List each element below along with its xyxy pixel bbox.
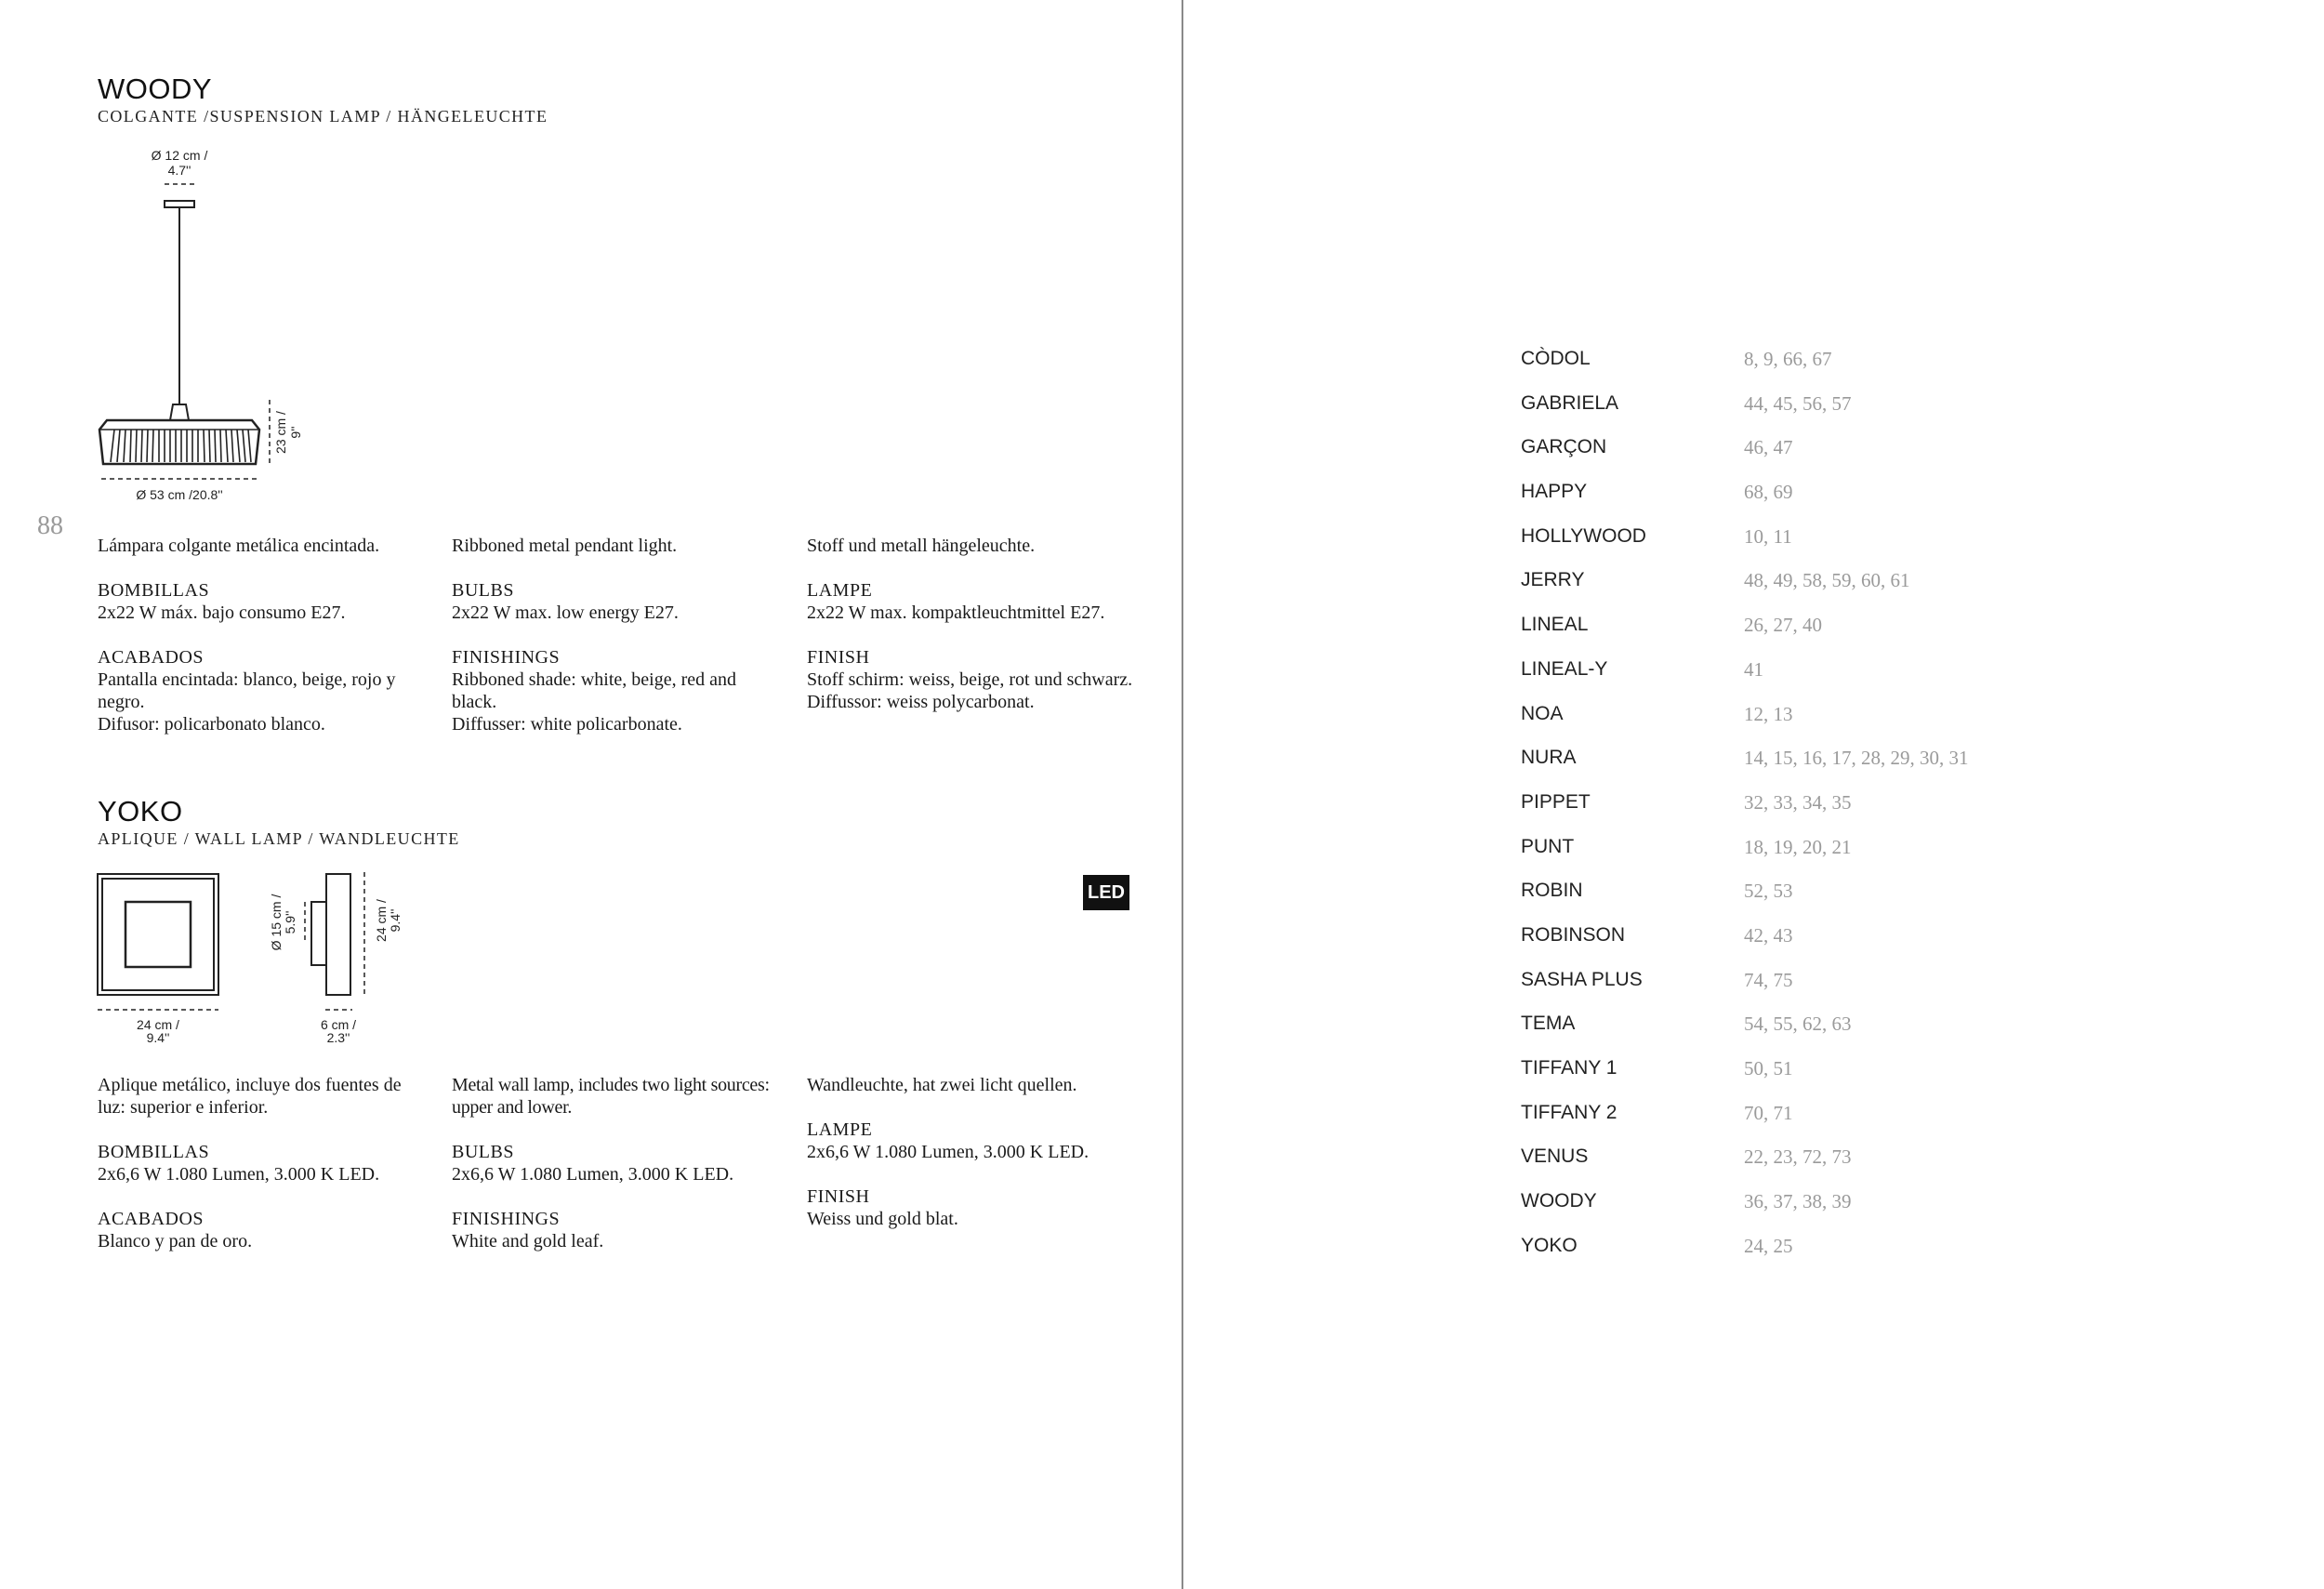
index-name: ROBINSON xyxy=(1521,923,1626,946)
index-name: CÒDOL xyxy=(1521,348,1591,369)
index-pages: 52, 53 xyxy=(1744,880,1793,903)
yoko-dim-side-w-a: 6 cm / xyxy=(320,1017,357,1032)
index-row[interactable] xyxy=(1521,614,2079,658)
index-name: TEMA xyxy=(1521,1013,1576,1035)
woody-spec-de xyxy=(807,535,1160,713)
yoko-es-bulbs: 2x6,6 W 1.080 Lumen, 3.000 K LED. xyxy=(98,1164,380,1185)
index-row[interactable] xyxy=(1521,569,2079,614)
index-row[interactable] xyxy=(1521,1145,2079,1190)
index-name: HAPPY xyxy=(1521,481,1588,503)
woody-dim-top-b: 4.7'' xyxy=(167,163,191,178)
index-row[interactable] xyxy=(1521,880,2079,924)
yoko-wall-lamp-drawing xyxy=(88,865,423,1060)
yoko-es-bulbs-head: BOMBILLAS xyxy=(98,1142,210,1162)
yoko-en-bulbs-head: BULBS xyxy=(452,1142,514,1162)
index-pages: 8, 9, 66, 67 xyxy=(1744,348,1832,370)
yoko-en-desc: Metal wall lamp, includes two light sources: upper and lower. xyxy=(452,1075,770,1118)
index-name: WOODY xyxy=(1521,1190,1597,1212)
woody-dim-top-a: Ø 12 cm / xyxy=(151,148,208,163)
index-pages: 12, 13 xyxy=(1744,702,1793,725)
index-name: JERRY xyxy=(1521,569,1585,591)
index-row[interactable] xyxy=(1521,1102,2079,1146)
index-pages: 74, 75 xyxy=(1744,968,1793,991)
woody-pendant-drawing xyxy=(88,139,330,511)
index-pages: 54, 55, 62, 63 xyxy=(1744,1013,1852,1036)
woody-es-bulbs: 2x22 W máx. bajo consumo E27. xyxy=(98,602,346,623)
index-pages: 10, 11 xyxy=(1744,524,1792,548)
index-row[interactable] xyxy=(1521,348,2079,392)
yoko-spec-en xyxy=(452,1074,786,1252)
yoko-dim-side-h-b: 9.4'' xyxy=(388,908,403,933)
yoko-dim-side-w-b: 2.3'' xyxy=(326,1030,350,1045)
index-pages: 44, 45, 56, 57 xyxy=(1744,391,1852,415)
index-name: GARÇON xyxy=(1521,436,1607,458)
index-row[interactable] xyxy=(1521,969,2079,1013)
index-name: TIFFANY 2 xyxy=(1521,1101,1618,1123)
index-pages: 48, 49, 58, 59, 60, 61 xyxy=(1744,569,1910,592)
index-pages: 46, 47 xyxy=(1744,436,1793,459)
index-name: PUNT xyxy=(1521,835,1575,857)
woody-spec-es xyxy=(98,535,425,735)
index-pages: 36, 37, 38, 39 xyxy=(1744,1190,1852,1213)
index-name: ROBIN xyxy=(1521,880,1583,902)
index-row[interactable] xyxy=(1521,924,2079,969)
index-pages: 26, 27, 40 xyxy=(1744,614,1822,637)
yoko-en-finish-head: FINISHINGS xyxy=(452,1209,561,1229)
yoko-es-desc: Aplique metálico, incluye dos fuentes de luz: superior e inferior. xyxy=(98,1075,402,1118)
index-row[interactable] xyxy=(1521,1013,2079,1057)
yoko-es-finish-head: ACABADOS xyxy=(98,1209,205,1229)
woody-spec-en xyxy=(452,535,779,735)
index-name: LINEAL-Y xyxy=(1521,657,1608,680)
woody-de-bulbs-head: LAMPE xyxy=(807,580,873,601)
yoko-en-finish-1: White and gold leaf. xyxy=(452,1231,604,1251)
index-name: PIPPET xyxy=(1521,790,1591,813)
index-pages: 70, 71 xyxy=(1744,1101,1793,1124)
yoko-spec-de xyxy=(807,1074,1160,1230)
woody-de-finish-1: Stoff schirm: weiss, beige, rot und schwarz. xyxy=(807,669,1133,690)
index-pages: 41 xyxy=(1744,657,1763,681)
index-pages: 22, 23, 72, 73 xyxy=(1744,1145,1852,1169)
yoko-dim-dia-a: Ø 15 cm / xyxy=(269,894,284,951)
yoko-dim-side-h-a: 24 cm / xyxy=(374,899,389,942)
index-row[interactable] xyxy=(1521,1190,2079,1235)
index-pages: 32, 33, 34, 35 xyxy=(1744,790,1852,814)
index-name: HOLLYWOOD xyxy=(1521,524,1646,547)
index-row[interactable] xyxy=(1521,791,2079,836)
index-row[interactable] xyxy=(1521,1057,2079,1102)
woody-dim-height-a: 23 cm / xyxy=(273,411,288,454)
woody-es-finish-1: Pantalla encintada: blanco, beige, rojo y negro. xyxy=(98,669,396,712)
yoko-es-finish-1: Blanco y pan de oro. xyxy=(98,1231,253,1251)
index-name: YOKO xyxy=(1521,1234,1578,1256)
index-row[interactable] xyxy=(1521,481,2079,525)
index-name: NOA xyxy=(1521,702,1564,724)
yoko-de-bulbs: 2x6,6 W 1.080 Lumen, 3.000 K LED. xyxy=(807,1142,1089,1162)
woody-en-finish-head: FINISHINGS xyxy=(452,647,561,668)
index-pages: 68, 69 xyxy=(1744,481,1793,504)
index-row[interactable] xyxy=(1521,747,2079,791)
page-divider xyxy=(1182,0,1183,1589)
woody-en-bulbs: 2x22 W max. low energy E27. xyxy=(452,602,679,623)
index-name: TIFFANY 1 xyxy=(1521,1057,1618,1079)
woody-es-finish-2: Difusor: policarbonato blanco. xyxy=(98,714,325,735)
woody-en-finish-1: Ribboned shade: white, beige, red and black. xyxy=(452,669,737,712)
yoko-de-finish-head: FINISH xyxy=(807,1186,870,1207)
index-pages: 24, 25 xyxy=(1744,1234,1793,1257)
yoko-en-bulbs: 2x6,6 W 1.080 Lumen, 3.000 K LED. xyxy=(452,1164,734,1185)
yoko-dim-front-b: 9.4'' xyxy=(146,1030,170,1045)
woody-es-finish-head: ACABADOS xyxy=(98,647,205,668)
woody-en-desc: Ribboned metal pendant light. xyxy=(452,536,678,556)
woody-subtitle: COLGANTE /SUSPENSION LAMP / HÄNGELEUCHTE xyxy=(98,107,548,126)
woody-es-bulbs-head: BOMBILLAS xyxy=(98,580,210,601)
woody-de-finish-2: Diffussor: weiss polycarbonat. xyxy=(807,692,1035,712)
yoko-dim-front-a: 24 cm / xyxy=(137,1017,179,1032)
yoko-dim-dia-b: 5.9'' xyxy=(283,910,297,934)
product-index xyxy=(1521,348,2079,1278)
woody-de-bulbs: 2x22 W max. kompaktleuchtmittel E27. xyxy=(807,602,1105,623)
index-name: LINEAL xyxy=(1521,614,1589,636)
woody-de-finish-head: FINISH xyxy=(807,647,870,668)
index-pages: 50, 51 xyxy=(1744,1057,1793,1079)
woody-es-desc: Lámpara colgante metálica encintada. xyxy=(98,536,380,556)
yoko-de-bulbs-head: LAMPE xyxy=(807,1119,873,1140)
woody-title: WOODY xyxy=(98,73,213,105)
index-name: NURA xyxy=(1521,747,1577,769)
woody-en-bulbs-head: BULBS xyxy=(452,580,514,601)
index-pages: 14, 15, 16, 17, 28, 29, 30, 31 xyxy=(1744,747,1969,770)
index-row[interactable] xyxy=(1521,436,2079,481)
yoko-de-finish-1: Weiss und gold blat. xyxy=(807,1209,958,1229)
woody-de-desc: Stoff und metall hängeleuchte. xyxy=(807,536,1036,556)
index-row[interactable] xyxy=(1521,836,2079,881)
yoko-spec-es xyxy=(98,1074,425,1252)
index-row[interactable] xyxy=(1521,1235,2079,1279)
woody-en-finish-2: Diffusser: white policarbonate. xyxy=(452,714,682,735)
index-name: GABRIELA xyxy=(1521,391,1619,414)
yoko-subtitle: APLIQUE / WALL LAMP / WANDLEUCHTE xyxy=(98,829,460,848)
woody-dim-bottom: Ø 53 cm /20.8'' xyxy=(136,487,223,502)
index-pages: 18, 19, 20, 21 xyxy=(1744,835,1852,858)
index-pages: 42, 43 xyxy=(1744,923,1793,947)
index-row[interactable] xyxy=(1521,392,2079,437)
yoko-title: YOKO xyxy=(98,795,183,828)
index-row[interactable] xyxy=(1521,525,2079,570)
index-name: VENUS xyxy=(1521,1145,1589,1168)
led-badge: LED xyxy=(1083,875,1129,910)
index-name: SASHA PLUS xyxy=(1521,968,1643,990)
woody-dim-height-b: 9'' xyxy=(288,426,303,439)
index-row[interactable] xyxy=(1521,658,2079,703)
index-row[interactable] xyxy=(1521,703,2079,748)
page-number: 88 xyxy=(37,511,63,540)
yoko-de-desc: Wandleuchte, hat zwei licht quellen. xyxy=(807,1075,1077,1095)
